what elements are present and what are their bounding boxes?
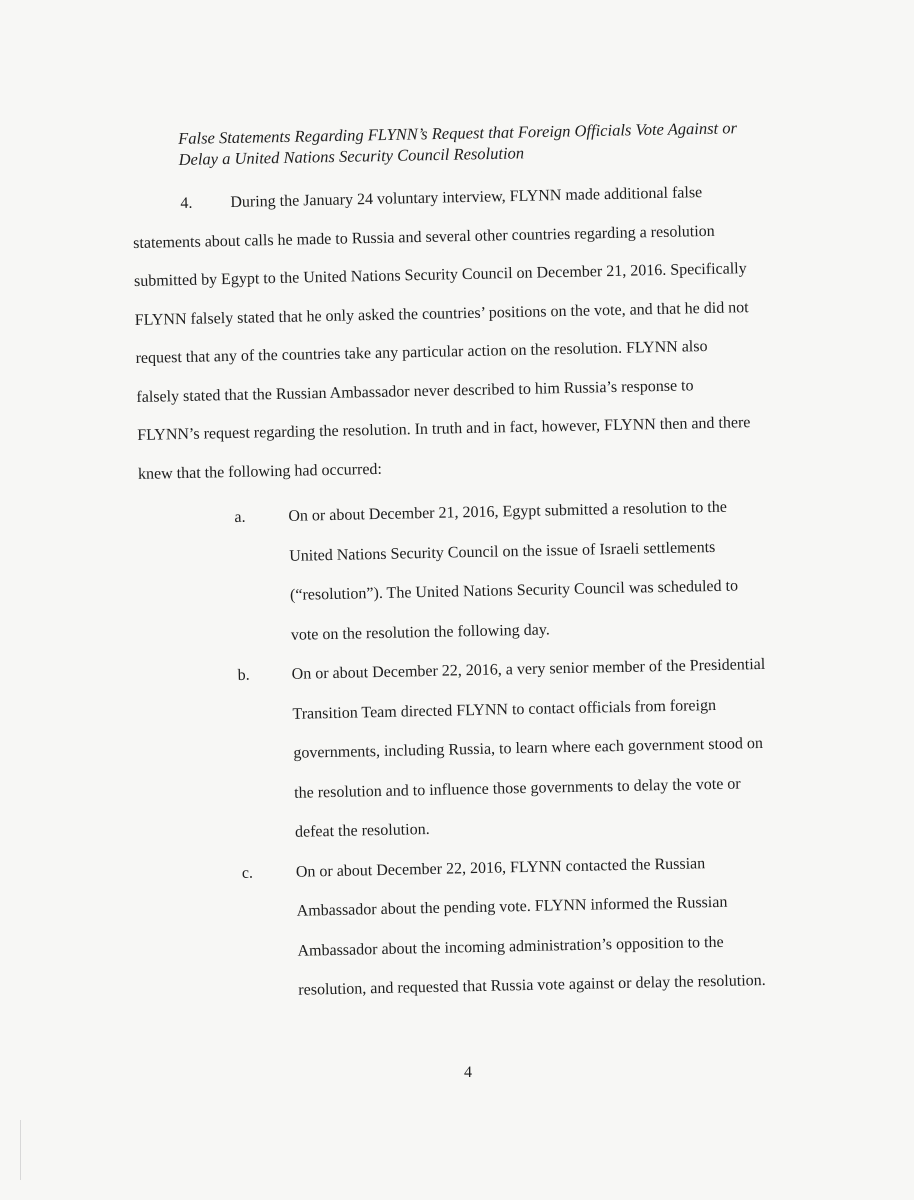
sub-items-list: [234, 486, 805, 1011]
sub-item-line: On or about December 22, 2016, FLYNN contacted the Russian: [295, 854, 706, 881]
paragraph-line: FLYNN falsely stated that he only asked the countries’ positions on the vote, and that he did not: [134, 298, 749, 329]
paragraph-line: FLYNN’s request regarding the resolution. In truth and in fact, however, FLYNN then and there: [137, 414, 751, 444]
paragraph-line-text: During the January 24 voluntary interview, FLYNN made additional false: [230, 184, 703, 211]
sub-item-line: defeat the resolution.: [294, 820, 430, 841]
sub-item-letter: b.: [237, 666, 250, 684]
sub-item-line: vote on the resolution the following day.: [290, 620, 550, 644]
paragraph-line: falsely stated that the Russian Ambassador never described to him Russia’s response to: [136, 376, 694, 406]
scan-edge-mark: [20, 1120, 21, 1180]
page-number: 4: [464, 1064, 472, 1081]
sub-item-line: the resolution and to influence those governments to delay the vote or: [294, 774, 741, 802]
sub-item-line: resolution, and requested that Russia vote against or delay the resolution.: [298, 971, 766, 999]
sub-item-letter: c.: [241, 864, 254, 882]
section-heading: [178, 116, 819, 170]
sub-item-b: [237, 644, 801, 853]
paragraph-line: submitted by Egypt to the United Nations Security Council on December 21, 2016. Specifically: [133, 260, 747, 290]
sub-item-line: (“resolution”). The United Nations Security Council was scheduled to: [289, 577, 739, 604]
sub-item-line: Ambassador about the incoming administration’s opposition to the: [297, 933, 724, 960]
paragraph-line: statements about calls he made to Russia and several other countries regarding a resolution: [133, 222, 715, 252]
section-heading-line-1: False Statements Regarding FLYNN’s Request that Foreign Officials Vote Against or: [178, 118, 738, 148]
paragraph-line: knew that the following had occurred:: [137, 460, 383, 483]
sub-item-line: governments, including Russia, to learn where each government stood on: [293, 734, 764, 762]
paragraph-line: request that any of the countries take any particular action on the resolution. FLYNN also: [135, 337, 708, 367]
sub-item-c: [241, 842, 804, 1012]
sub-item-a: [234, 486, 797, 656]
sub-item-line: United Nations Security Council on the issue of Israeli settlements: [289, 538, 716, 565]
paragraph-4: [132, 172, 818, 494]
sub-item-line: On or about December 21, 2016, Egypt submitted a resolution to the: [288, 498, 728, 525]
sub-item-line: On or about December 22, 2016, a very senior member of the Presidential: [291, 655, 766, 683]
paragraph-number: 4.: [180, 194, 193, 212]
sub-item-line: Transition Team directed FLYNN to contact officials from foreign: [292, 696, 717, 723]
sub-item-letter: a.: [234, 508, 246, 526]
sub-item-line: Ambassador about the pending vote. FLYNN informed the Russian: [296, 893, 728, 920]
section-heading-line-2: Delay a United Nations Security Council Resolution: [178, 143, 525, 169]
